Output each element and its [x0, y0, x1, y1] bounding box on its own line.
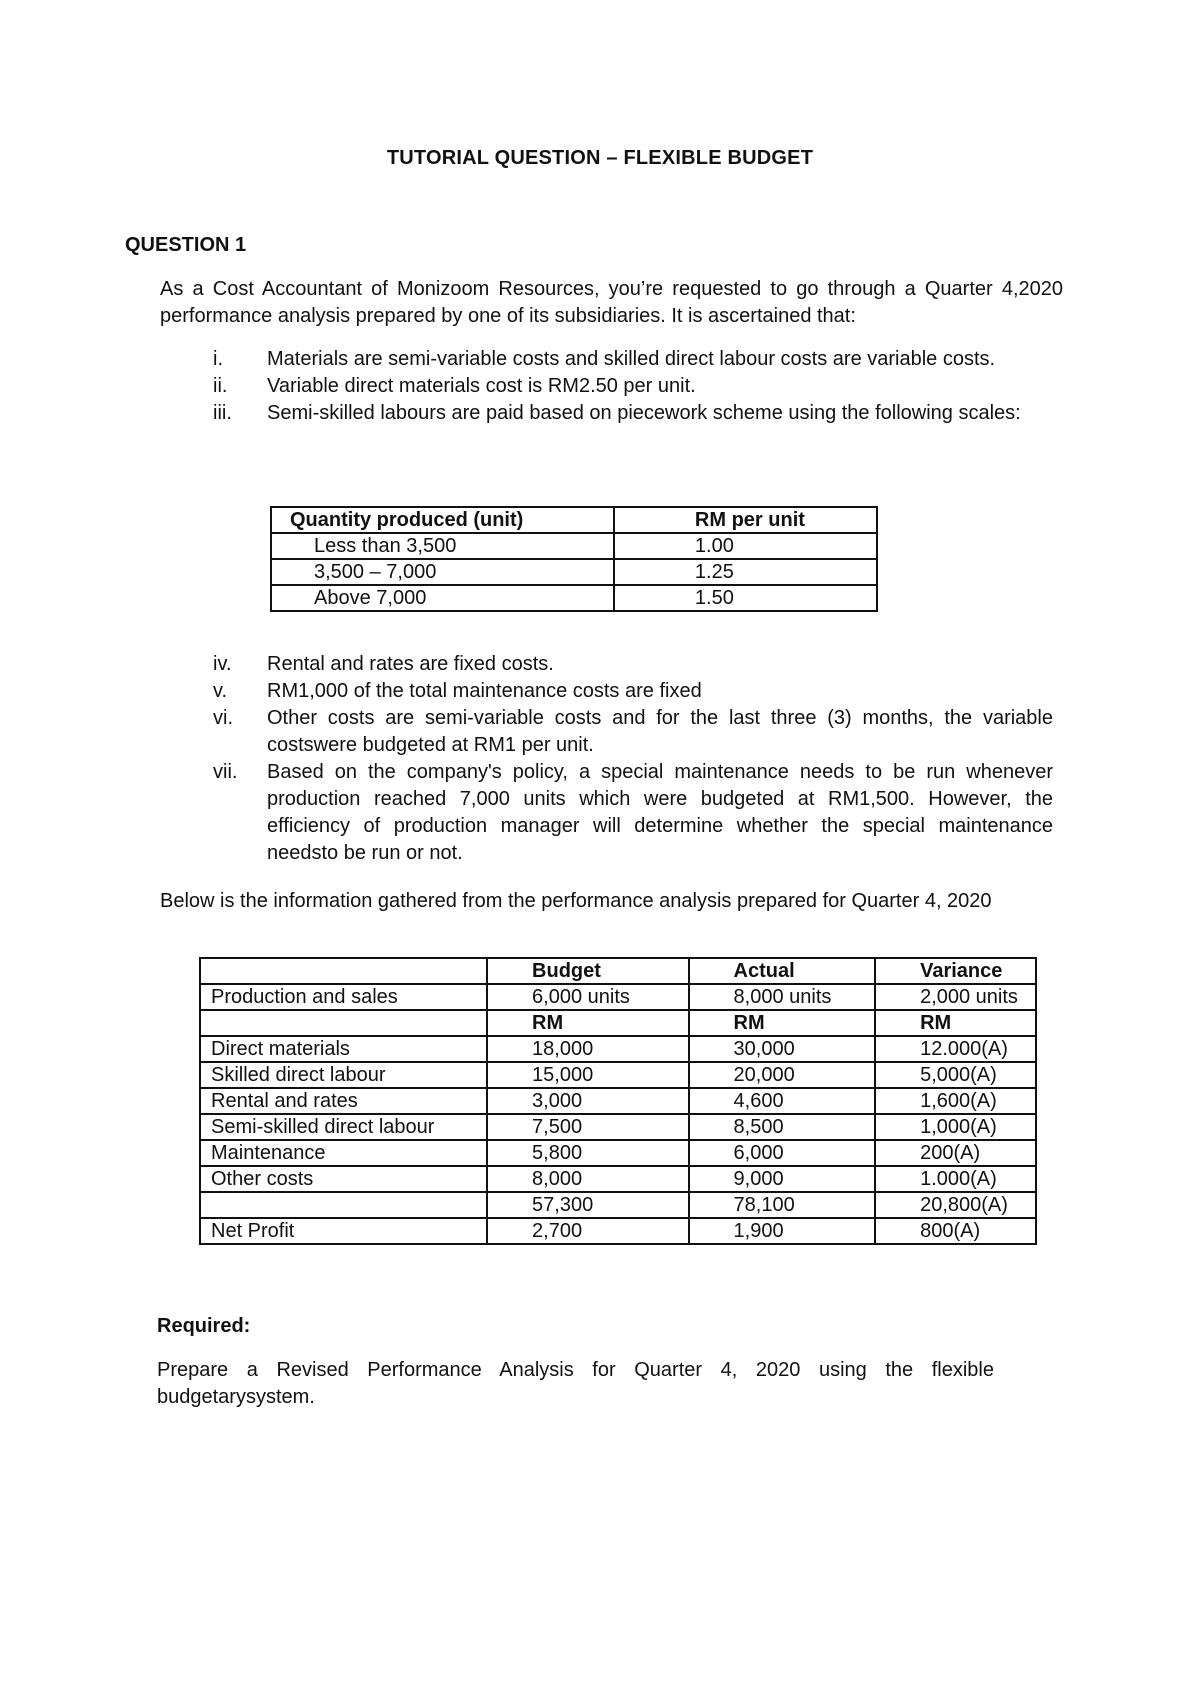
- table-cell: 20,000: [689, 1062, 876, 1088]
- table-cell: 1.50: [614, 585, 877, 611]
- table-row: [200, 1088, 1036, 1114]
- table-row: [200, 1140, 1036, 1166]
- table-row: [200, 1192, 1036, 1218]
- table-row: [200, 1218, 1036, 1244]
- table-header-cell: Variance: [875, 958, 1036, 984]
- table-cell: RM: [487, 1010, 689, 1036]
- table-row: [200, 1062, 1036, 1088]
- list-item-number: vi.: [213, 707, 233, 729]
- table-cell: 1.000(A): [875, 1166, 1036, 1192]
- table-cell: 18,000: [487, 1036, 689, 1062]
- table-header-cell: Quantity produced (unit): [271, 507, 614, 533]
- list-item-text: Other costs are semi-variable costs and for the last three (3) months, the variable costswere budgeted at RM1 per unit.: [267, 707, 1053, 756]
- table-header-row: [200, 958, 1036, 984]
- table-cell: 15,000: [487, 1062, 689, 1088]
- table-header-cell: Actual: [689, 958, 876, 984]
- list-item-number: i.: [213, 348, 223, 370]
- list-item: [160, 759, 1053, 867]
- list-item: [160, 678, 1053, 705]
- table-cell: Production and sales: [200, 984, 487, 1010]
- list-item-number: ii.: [213, 375, 228, 397]
- table-cell: 2,700: [487, 1218, 689, 1244]
- table-cell: 57,300: [487, 1192, 689, 1218]
- table-cell: 800(A): [875, 1218, 1036, 1244]
- table-row: [200, 1036, 1036, 1062]
- table-row: [200, 1166, 1036, 1192]
- table-cell: 8,000 units: [689, 984, 876, 1010]
- list-item-text: RM1,000 of the total maintenance costs are fixed: [267, 680, 702, 702]
- table-cell: 6,000 units: [487, 984, 689, 1010]
- table-cell: 1.00: [614, 533, 877, 559]
- table-cell: [200, 1192, 487, 1218]
- table-cell: 9,000: [689, 1166, 876, 1192]
- list-item-text: Materials are semi-variable costs and skilled direct labour costs are variable costs.: [267, 348, 996, 370]
- table-cell: 1,600(A): [875, 1088, 1036, 1114]
- required-text: Prepare a Revised Performance Analysis for Quarter 4, 2020 using the flexible budgetarysystem.: [157, 1359, 994, 1408]
- table-cell: 3,500 – 7,000: [271, 559, 614, 585]
- list-item-number: vii.: [213, 761, 238, 783]
- table-cell: 5,800: [487, 1140, 689, 1166]
- table-cell: Rental and rates: [200, 1088, 487, 1114]
- list-item-number: iii.: [213, 402, 232, 424]
- table-cell: 8,000: [487, 1166, 689, 1192]
- list-item: [160, 373, 1060, 400]
- table-cell: Semi-skilled direct labour: [200, 1114, 487, 1140]
- table-cell: Less than 3,500: [271, 533, 614, 559]
- list-item-number: v.: [213, 680, 228, 702]
- list-item-text: Semi-skilled labours are paid based on piecework scheme using the following scales:: [267, 402, 1021, 424]
- table-cell: 1,000(A): [875, 1114, 1036, 1140]
- table-cell: 2,000 units: [875, 984, 1036, 1010]
- list-item-number: iv.: [213, 653, 232, 675]
- below-paragraph: Below is the information gathered from the performance analysis prepared for Quarter 4, 2020: [160, 890, 992, 912]
- table-cell: RM: [689, 1010, 876, 1036]
- table-cell: 200(A): [875, 1140, 1036, 1166]
- table-header-cell: Budget: [487, 958, 689, 984]
- conditions-list-a: [160, 346, 1060, 427]
- required-heading: Required:: [157, 1315, 251, 1337]
- table-cell: 5,000(A): [875, 1062, 1036, 1088]
- table-cell: Skilled direct labour: [200, 1062, 487, 1088]
- table-cell: 1,900: [689, 1218, 876, 1244]
- table-cell: RM: [875, 1010, 1036, 1036]
- table-cell: 78,100: [689, 1192, 876, 1218]
- table-cell: Above 7,000: [271, 585, 614, 611]
- intro-paragraph: As a Cost Accountant of Monizoom Resources, you’re requested to go through a Quarter 4,2020 performance analysis prepared by one of its subsidiaries. It is ascertained that:: [160, 278, 1063, 327]
- table-cell: Maintenance: [200, 1140, 487, 1166]
- table-cell: Other costs: [200, 1166, 487, 1192]
- table-row: [200, 1010, 1036, 1036]
- table-row: [271, 533, 877, 559]
- table-header-cell: RM per unit: [614, 507, 877, 533]
- table-cell: 7,500: [487, 1114, 689, 1140]
- table-header-row: [271, 507, 877, 533]
- table-cell: [200, 1010, 487, 1036]
- table-row: [271, 559, 877, 585]
- table-cell: 1.25: [614, 559, 877, 585]
- table-row: [200, 1114, 1036, 1140]
- table-cell: 6,000: [689, 1140, 876, 1166]
- list-item: [160, 346, 1060, 373]
- table-row: [200, 984, 1036, 1010]
- question-heading: QUESTION 1: [125, 234, 247, 256]
- table-cell: 30,000: [689, 1036, 876, 1062]
- list-item-text: Rental and rates are fixed costs.: [267, 653, 554, 675]
- list-item: [160, 705, 1053, 759]
- table-header-cell: [200, 958, 487, 984]
- conditions-list-b: [160, 651, 1053, 867]
- table-cell: 3,000: [487, 1088, 689, 1114]
- table-cell: Net Profit: [200, 1218, 487, 1244]
- table-cell: Direct materials: [200, 1036, 487, 1062]
- table-cell: 4,600: [689, 1088, 876, 1114]
- table-row: [271, 585, 877, 611]
- table-cell: 8,500: [689, 1114, 876, 1140]
- page-title: TUTORIAL QUESTION – FLEXIBLE BUDGET: [386, 147, 814, 169]
- list-item-text: Based on the company's policy, a special maintenance needs to be run whenever production reached 7,000 units which were budgeted at RM1,500. However, the efficiency of production manager will determine whether the special maintenance needsto be run or not.: [267, 761, 1053, 864]
- performance-analysis-table: [199, 957, 1037, 1245]
- list-item-text: Variable direct materials cost is RM2.50 per unit.: [267, 375, 696, 397]
- piecework-scale-table: [270, 506, 878, 612]
- list-item: [160, 400, 1060, 427]
- list-item: [160, 651, 1053, 678]
- table-cell: 12.000(A): [875, 1036, 1036, 1062]
- table-cell: 20,800(A): [875, 1192, 1036, 1218]
